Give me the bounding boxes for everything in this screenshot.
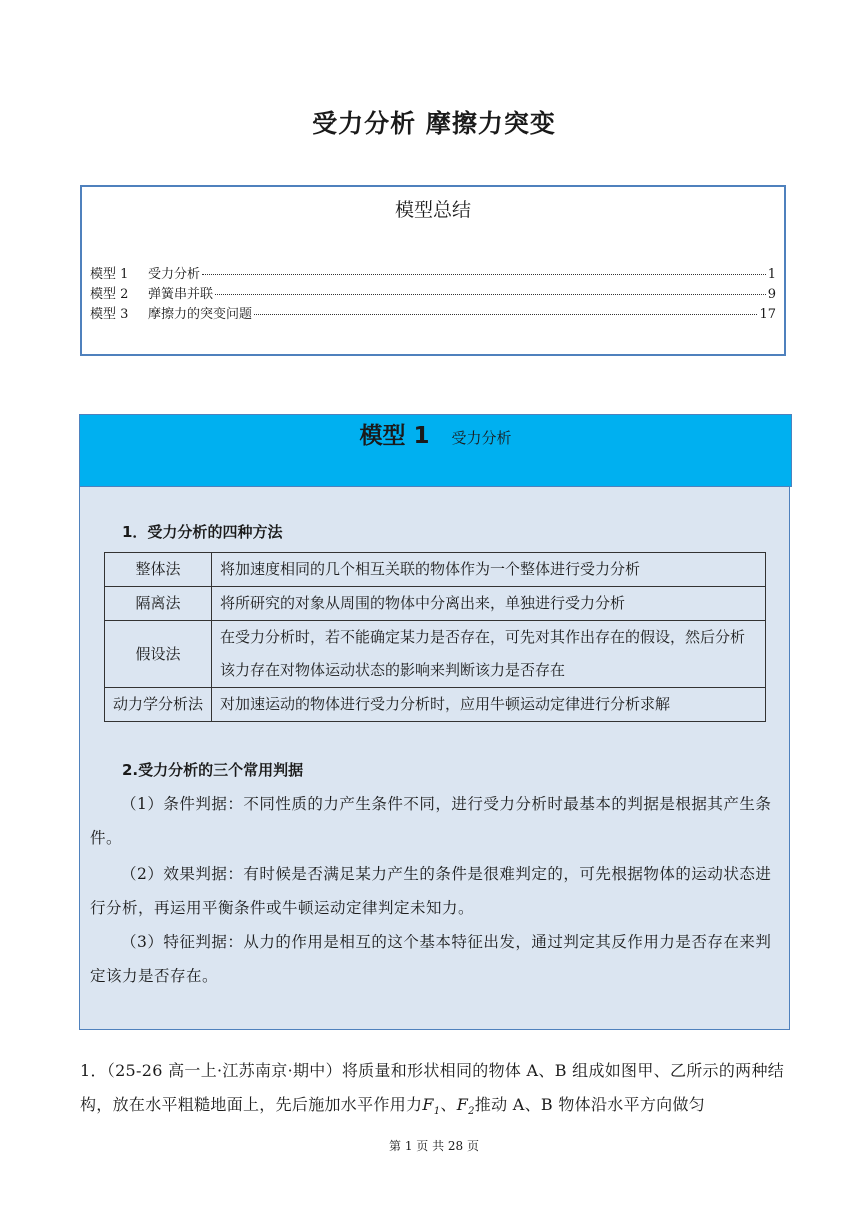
toc-item[interactable]	[90, 263, 776, 281]
question-1	[80, 1054, 790, 1129]
section-title-criteria: 2.受力分析的三个常用判据	[122, 761, 304, 779]
table-row	[105, 688, 766, 722]
method-desc: 在受力分析时，若不能确定某力是否存在，可先对其作出存在的假设，然后分析该力存在对物体运动状态的影响来判断该力是否存在	[212, 621, 766, 688]
toc-dot-leader	[215, 294, 766, 295]
method-desc: 将所研究的对象从周围的物体中分离出来，单独进行受力分析	[212, 587, 766, 621]
toc-item[interactable]	[90, 283, 776, 301]
force-f2-subscript: 2	[468, 1106, 475, 1118]
model-title	[80, 417, 791, 450]
model-header	[79, 414, 792, 487]
question-text-continued: 推动 A、B 物体沿水平方向做匀	[474, 1095, 706, 1114]
toc-dot-leader	[254, 314, 757, 315]
method-name: 隔离法	[105, 587, 212, 621]
method-name: 动力学分析法	[105, 688, 212, 722]
question-text: 1．（25-26 高一上·江苏南京·期中）将质量和形状相同的物体 A、B 组成如图甲、乙所示的两种结构，放在水平粗糙地面上，先后施加水平作用力	[80, 1061, 785, 1114]
force-f1	[422, 1095, 441, 1118]
criterion-paragraph: （2）效果判据：有时候是否满足某力产生的条件是很难判定的，可先根据物体的运动状态进行分析，再运用平衡条件或牛顿运动定律判定未知力。	[90, 865, 772, 917]
model-name: 受力分析	[451, 429, 512, 447]
methods-table	[104, 552, 766, 722]
toc-dot-leader	[202, 274, 766, 275]
model-label: 模型 1	[359, 423, 430, 449]
page-title: 受力分析 摩擦力突变	[312, 109, 556, 138]
table-row	[105, 587, 766, 621]
toc-box	[80, 185, 786, 356]
toc-item-name: 摩擦力的突变问题	[148, 307, 253, 322]
criterion-paragraph: （1）条件判据：不同性质的力产生条件不同，进行受力分析时最基本的判据是根据其产生条件。	[90, 795, 772, 847]
method-name: 整体法	[105, 553, 212, 587]
page-footer: 第 1 页 共 28 页	[389, 1139, 479, 1153]
toc-item-number: 模型 2	[90, 287, 129, 302]
toc-item-number: 模型 3	[90, 307, 129, 322]
table-row	[105, 553, 766, 587]
toc-item-name: 受力分析	[148, 267, 201, 282]
force-f1-subscript: 1	[433, 1106, 441, 1118]
force-f2	[456, 1095, 475, 1118]
force-f2-symbol: F	[456, 1095, 469, 1114]
toc-item-name: 弹簧串并联	[148, 287, 214, 302]
force-f1-symbol: F	[422, 1095, 434, 1114]
toc-item-page: 9	[767, 287, 776, 302]
toc-item-number: 模型 1	[90, 267, 129, 282]
method-desc: 对加速运动的物体进行受力分析时，应用牛顿运动定律进行分析求解	[212, 688, 766, 722]
toc-item-page: 17	[759, 307, 776, 322]
method-name: 假设法	[105, 621, 212, 688]
method-desc: 将加速度相同的几个相互关联的物体作为一个整体进行受力分析	[212, 553, 766, 587]
question-separator: 、	[440, 1095, 457, 1114]
model-section	[79, 414, 790, 1030]
criterion-paragraph: （3）特征判据：从力的作用是相互的这个基本特征出发，通过判定其反作用力是否存在来判定该力是否存在。	[90, 933, 772, 985]
toc-item-page: 1	[767, 267, 776, 282]
section-title-methods: 1．受力分析的四种方法	[122, 523, 283, 541]
table-row	[105, 621, 766, 688]
toc-item[interactable]	[90, 303, 776, 321]
toc-heading: 模型总结	[394, 199, 471, 221]
